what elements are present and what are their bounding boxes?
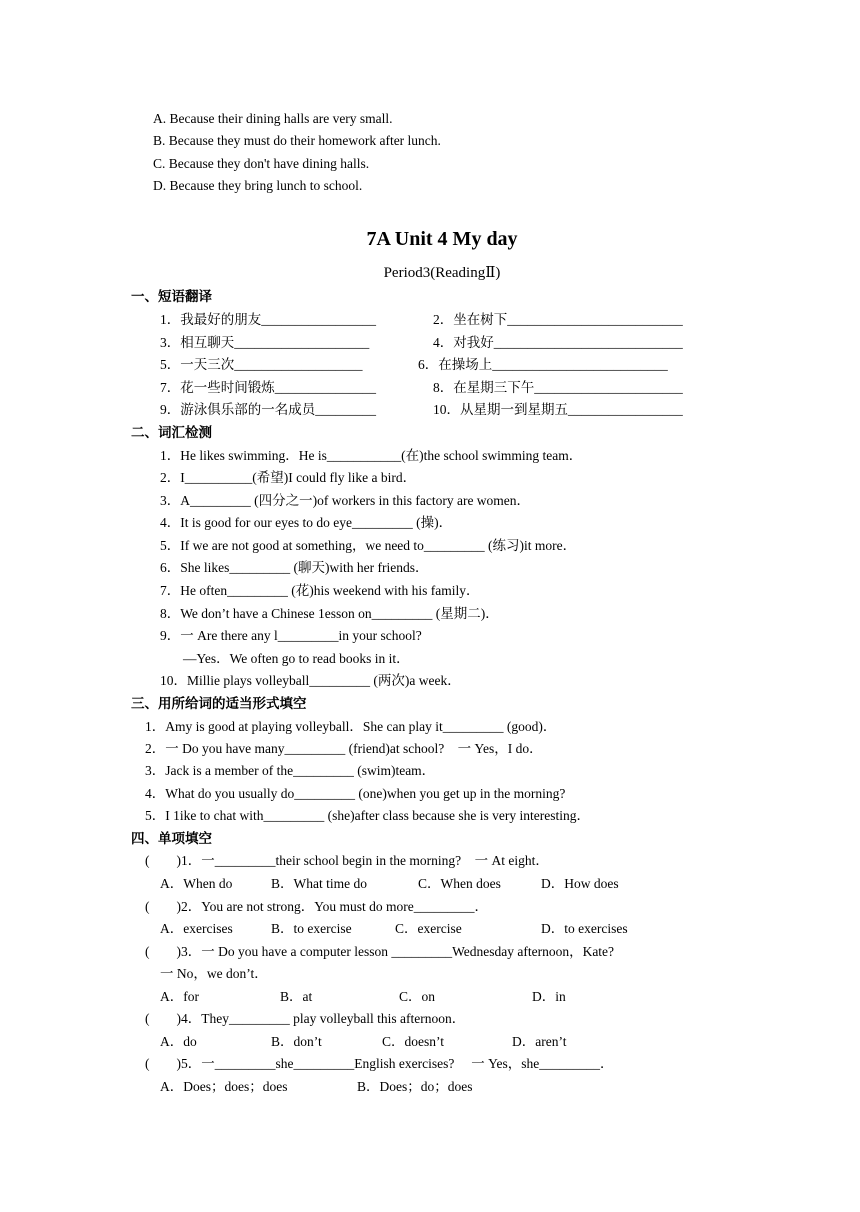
mc-option: A．Does；does；does — [160, 1079, 288, 1094]
mc-question-1: ( )1．一_________their school begin in the morning? 一 At eight． — [145, 853, 549, 868]
mc-option: A．do — [160, 1034, 197, 1049]
form-item: 1．Amy is good at playing volleyball．She can play it_________ (good)． — [145, 719, 557, 734]
mc-option: A．When do — [160, 876, 233, 891]
mc-question-3-continued: 一 No，we don’t． — [160, 966, 268, 981]
mc-option: B．at — [280, 989, 313, 1004]
prev-option-c: C. Because they don't have dining halls. — [153, 156, 370, 171]
phrase-item: 5．一天三次___________________ — [160, 357, 363, 372]
mc-option: C．exercise — [395, 921, 462, 936]
mc-option: A．for — [160, 989, 199, 1004]
phrase-item: 1．我最好的朋友_________________ — [160, 312, 376, 327]
phrase-item: 10．从星期一到星期五_________________ — [433, 402, 683, 417]
mc-option: D．to exercises — [541, 921, 628, 936]
page-subtitle: Period3(ReadingⅡ) — [383, 265, 501, 281]
mc-option: A．exercises — [160, 921, 233, 936]
prev-option-d: D. Because they bring lunch to school. — [153, 178, 363, 193]
section2-heading: 二、词汇检测 — [131, 425, 212, 440]
mc-option: D．in — [532, 989, 566, 1004]
mc-option: C．When does — [418, 876, 501, 891]
vocab-item: 9．一 Are there any l_________in your school? — [160, 628, 422, 643]
mc-option: B．to exercise — [271, 921, 352, 936]
vocab-item: 8．We don’t have a Chinese 1esson on_________ (星期二)． — [160, 606, 499, 621]
vocab-item: 6．She likes_________ (聊天)with her friends． — [160, 560, 429, 575]
form-item: 2．一 Do you have many_________ (friend)at school? 一 Yes，I do． — [145, 741, 543, 756]
vocab-item: 10．Millie plays volleyball_________ (两次)a week． — [160, 673, 461, 688]
mc-option: B．What time do — [271, 876, 367, 891]
phrase-item: 4．对我好____________________________ — [433, 335, 683, 350]
page-title: 7A Unit 4 My day — [366, 228, 518, 250]
vocab-item: 5．If we are not good at something，we need to_________ (练习)it more． — [160, 538, 577, 553]
mc-question-5: ( )5．一_________she_________English exercises? 一 Yes，she_________． — [145, 1056, 614, 1071]
phrase-item: 2．坐在树下__________________________ — [433, 312, 683, 327]
form-item: 4．What do you usually do_________ (one)when you get up in the morning? — [145, 786, 566, 801]
phrase-item: 9．游泳俱乐部的一名成员_________ — [160, 402, 376, 417]
prev-option-b: B. Because they must do their homework after lunch. — [153, 133, 441, 148]
phrase-item: 3．相互聊天____________________ — [160, 335, 370, 350]
phrase-item: 6．在操场上__________________________ — [418, 357, 668, 372]
section4-heading: 四、单项填空 — [131, 831, 212, 846]
vocab-item: 4．It is good for our eyes to do eye_________ (操)． — [160, 515, 453, 530]
mc-option: D．aren’t — [512, 1034, 567, 1049]
mc-question-2: ( )2．You are not strong．You must do more_________． — [145, 899, 489, 914]
section3-heading: 三、用所给词的适当形式填空 — [131, 696, 307, 711]
vocab-item: 2．I__________(希望)I could fly like a bird． — [160, 470, 417, 485]
prev-option-a: A. Because their dining halls are very small. — [153, 111, 393, 126]
mc-question-3: ( )3．一 Do you have a computer lesson _________Wednesday afternoon，Kate? — [145, 944, 615, 959]
vocab-item: 1．He likes swimming．He is___________(在)the school swimming team． — [160, 448, 583, 463]
section1-heading: 一、短语翻译 — [131, 289, 212, 304]
mc-option: C．doesn’t — [382, 1034, 445, 1049]
mc-option: B．don’t — [271, 1034, 322, 1049]
mc-question-4: ( )4．They_________ play volleyball this afternoon． — [145, 1011, 466, 1026]
form-item: 5．I 1ike to chat with_________ (she)after class because she is very interesting． — [145, 808, 590, 823]
mc-option: B．Does；do；does — [357, 1079, 473, 1094]
phrase-item: 8．在星期三下午______________________ — [433, 380, 683, 395]
form-item: 3．Jack is a member of the_________ (swim)team． — [145, 763, 436, 778]
vocab-item: 3．A_________ (四分之一)of workers in this factory are women． — [160, 493, 531, 508]
mc-option: C．on — [399, 989, 436, 1004]
vocab-item-continued: —Yes．We often go to read books in it． — [183, 651, 410, 666]
mc-option: D．How does — [541, 876, 619, 891]
phrase-item: 7．花一些时间锻炼_______________ — [160, 380, 376, 395]
vocab-item: 7．He often_________ (花)his weekend with his family． — [160, 583, 480, 598]
